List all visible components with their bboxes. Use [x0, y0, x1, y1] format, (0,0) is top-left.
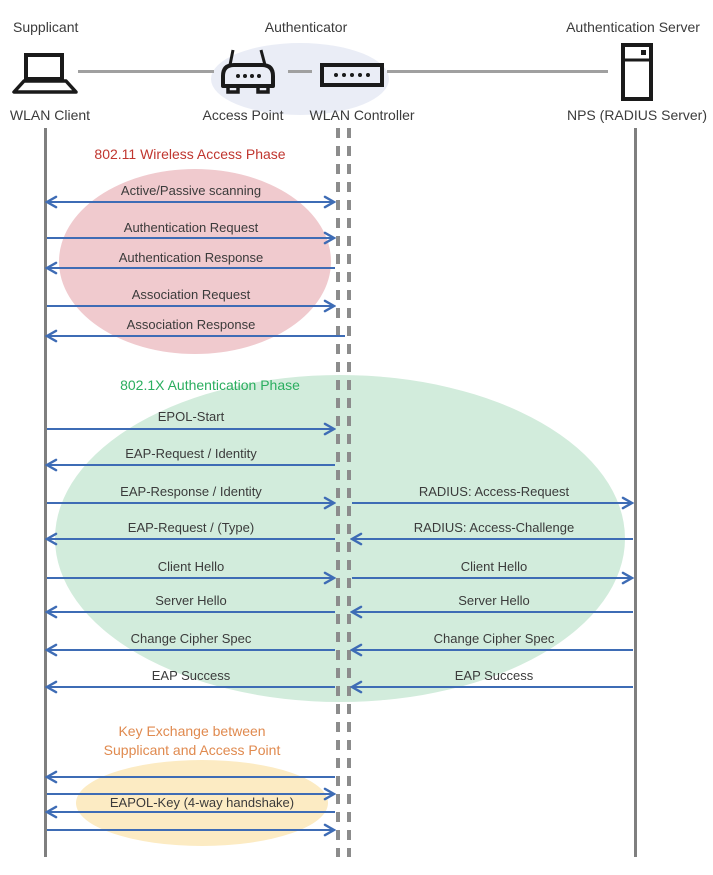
label-server-hello-left: Server Hello: [155, 593, 227, 608]
role-authenticator: Authenticator: [264, 19, 348, 35]
role-authentication-server: Authentication Server: [566, 19, 700, 35]
label-active-passive-scanning: Active/Passive scanning: [120, 183, 262, 198]
label-association-response: Association Response: [126, 317, 256, 332]
phase2-title: 802.1X Authentication Phase: [120, 377, 300, 393]
label-server-hello-right: Server Hello: [458, 593, 530, 608]
label-client-hello-right: Client Hello: [460, 559, 528, 574]
label-radius-access-challenge: RADIUS: Access-Challenge: [413, 520, 575, 535]
label-eap-request-type: EAP-Request / (Type): [127, 520, 255, 535]
label-epol-start: EPOL-Start: [157, 409, 225, 424]
role-supplicant: Supplicant: [13, 19, 79, 35]
label-authentication-request: Authentication Request: [123, 220, 259, 235]
label-radius-access-request: RADIUS: Access-Request: [418, 484, 570, 499]
label-client-hello-left: Client Hello: [157, 559, 225, 574]
label-change-cipher-spec-left: Change Cipher Spec: [130, 631, 252, 646]
phase3-title-line2: Supplicant and Access Point: [103, 742, 281, 758]
node-wlan-controller: WLAN Controller: [309, 107, 415, 123]
label-eap-success-right: EAP Success: [454, 668, 534, 683]
label-authentication-response: Authentication Response: [118, 250, 264, 265]
label-eap-success-left: EAP Success: [151, 668, 231, 683]
label-eapol-key: EAPOL-Key (4-way handshake): [109, 795, 295, 810]
phase1-title: 802.11 Wireless Access Phase: [94, 146, 286, 162]
label-eap-response-identity: EAP-Response / Identity: [120, 484, 262, 499]
label-change-cipher-spec-right: Change Cipher Spec: [433, 631, 555, 646]
node-access-point: Access Point: [202, 107, 284, 123]
node-nps-radius-server: NPS (RADIUS Server): [566, 107, 708, 123]
label-eap-request-identity: EAP-Request / Identity: [125, 446, 257, 461]
node-wlan-client: WLAN Client: [9, 107, 91, 123]
label-association-request: Association Request: [131, 287, 251, 302]
phase3-title-line1: Key Exchange between: [118, 723, 266, 739]
